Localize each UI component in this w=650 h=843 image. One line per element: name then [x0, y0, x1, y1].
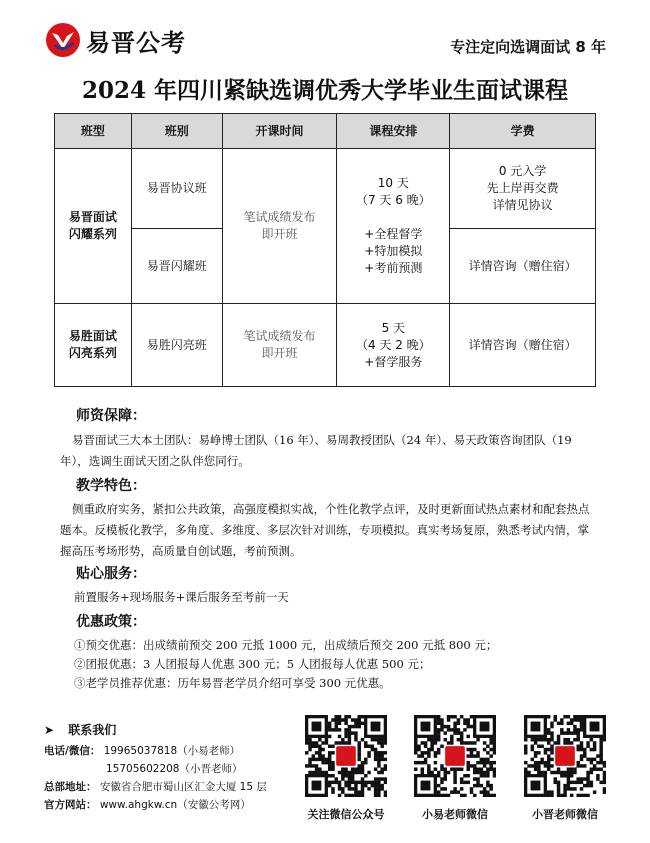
header-cell: 开课时间: [222, 114, 337, 149]
phone-number: 15705602208（小晋老师）: [106, 763, 243, 775]
series-cell: 易晋面试 闪耀系列: [55, 149, 132, 304]
arrow-icon: ➤: [44, 723, 55, 737]
qr-caption: 关注微信公众号: [307, 808, 385, 821]
qr-code-official-account: [305, 715, 387, 797]
header-cell: 学费: [450, 114, 596, 149]
tagline: 专注定向选调面试 8 年: [450, 38, 606, 56]
teaching-body: 侧重政府实务，紧扣公共政策，高强度模拟实战，个性化教学点评，及时更新面试热点素材和配套热点题本。反模板化教学，多角度、多维度、多层次针对训练，专项模拟。真实考场复原，熟悉考试内情，掌握高压考场形势，高质量自创试题，考前预测。: [60, 502, 590, 558]
table-row: [55, 149, 596, 229]
address-label: 总部地址：: [44, 781, 97, 793]
fee-cell: 详情咨询（赠住宿）: [450, 229, 596, 304]
start-time-cell: 笔试成绩发布 即开班: [222, 304, 337, 387]
qr-caption: 小易老师微信: [422, 808, 488, 821]
contact-address: [44, 778, 267, 796]
header-cell: 班别: [131, 114, 222, 149]
class-cell: 易晋闪耀班: [131, 229, 222, 304]
contact-site: [44, 796, 251, 814]
table-header-row: [55, 114, 596, 149]
logo-mark-icon: [46, 23, 80, 57]
logo-text: 易晋公考: [86, 28, 186, 57]
service-heading: 贴心服务：: [76, 566, 146, 582]
address-value: 安徽省合肥市蜀山区汇金大厦 15 层: [99, 781, 267, 793]
table-row: [55, 304, 596, 387]
site-label: 官方网站：: [44, 799, 97, 811]
schedule-cell: 10 天 （7 天 6 晚） +全程督学 +特加模拟 +考前预测: [337, 149, 450, 304]
site-link[interactable]: www.ahgkw.cn（安徽公考网）: [99, 799, 251, 811]
phone-label: 电话/微信：: [44, 745, 101, 757]
schedule-cell: 5 天 （4 天 2 晚） +督学服务: [337, 304, 450, 387]
qr-code-teacher-yi: [414, 715, 496, 797]
contact-phone: [44, 742, 240, 760]
contact-heading-label: 联系我们: [68, 723, 117, 737]
header-cell: 课程安排: [337, 114, 450, 149]
discount-item: ②团报优惠：3 人团报每人优惠 300 元；5 人团报每人优惠 500 元；: [74, 657, 431, 671]
discount-item: ①预交优惠：出成绩前预交 200 元抵 1000 元，出成绩后预交 200 元抵 800 元；: [74, 638, 498, 652]
teaching-heading: 教学特色：: [76, 478, 146, 494]
header-cell: 班型: [55, 114, 132, 149]
faculty-body: 易晋面试三大本土团队：易峥博士团队（16 年）、易周教授团队（24 年）、易天政策咨询团队（19 年），选调生面试天团之队伴您同行。: [60, 433, 572, 468]
discount-heading: 优惠政策：: [76, 614, 146, 630]
fee-cell: 详情咨询（赠住宿）: [450, 304, 596, 387]
start-time-cell: 笔试成绩发布 即开班: [222, 149, 337, 304]
page-title: 2024 年四川紧缺选调优秀大学毕业生面试课程: [81, 77, 569, 104]
class-cell: 易胜闪亮班: [131, 304, 222, 387]
phone-number: 19965037818（小易老师）: [103, 745, 241, 757]
qr-caption: 小晋老师微信: [532, 808, 598, 821]
brand-logo: [46, 22, 186, 58]
discount-item: ③老学员推荐优惠：历年易晋老学员介绍可享受 300 元优惠。: [74, 676, 391, 690]
fee-cell: 0 元入学 先上岸再交费 详情见协议: [450, 149, 596, 229]
contact-heading: [44, 721, 116, 738]
course-table: [54, 113, 596, 387]
class-cell: 易晋协议班: [131, 149, 222, 229]
series-cell: 易胜面试 闪亮系列: [55, 304, 132, 387]
service-body: 前置服务+现场服务+课后服务至考前一天: [74, 590, 289, 604]
faculty-heading: 师资保障：: [76, 408, 146, 424]
qr-code-teacher-jin: [524, 715, 606, 797]
